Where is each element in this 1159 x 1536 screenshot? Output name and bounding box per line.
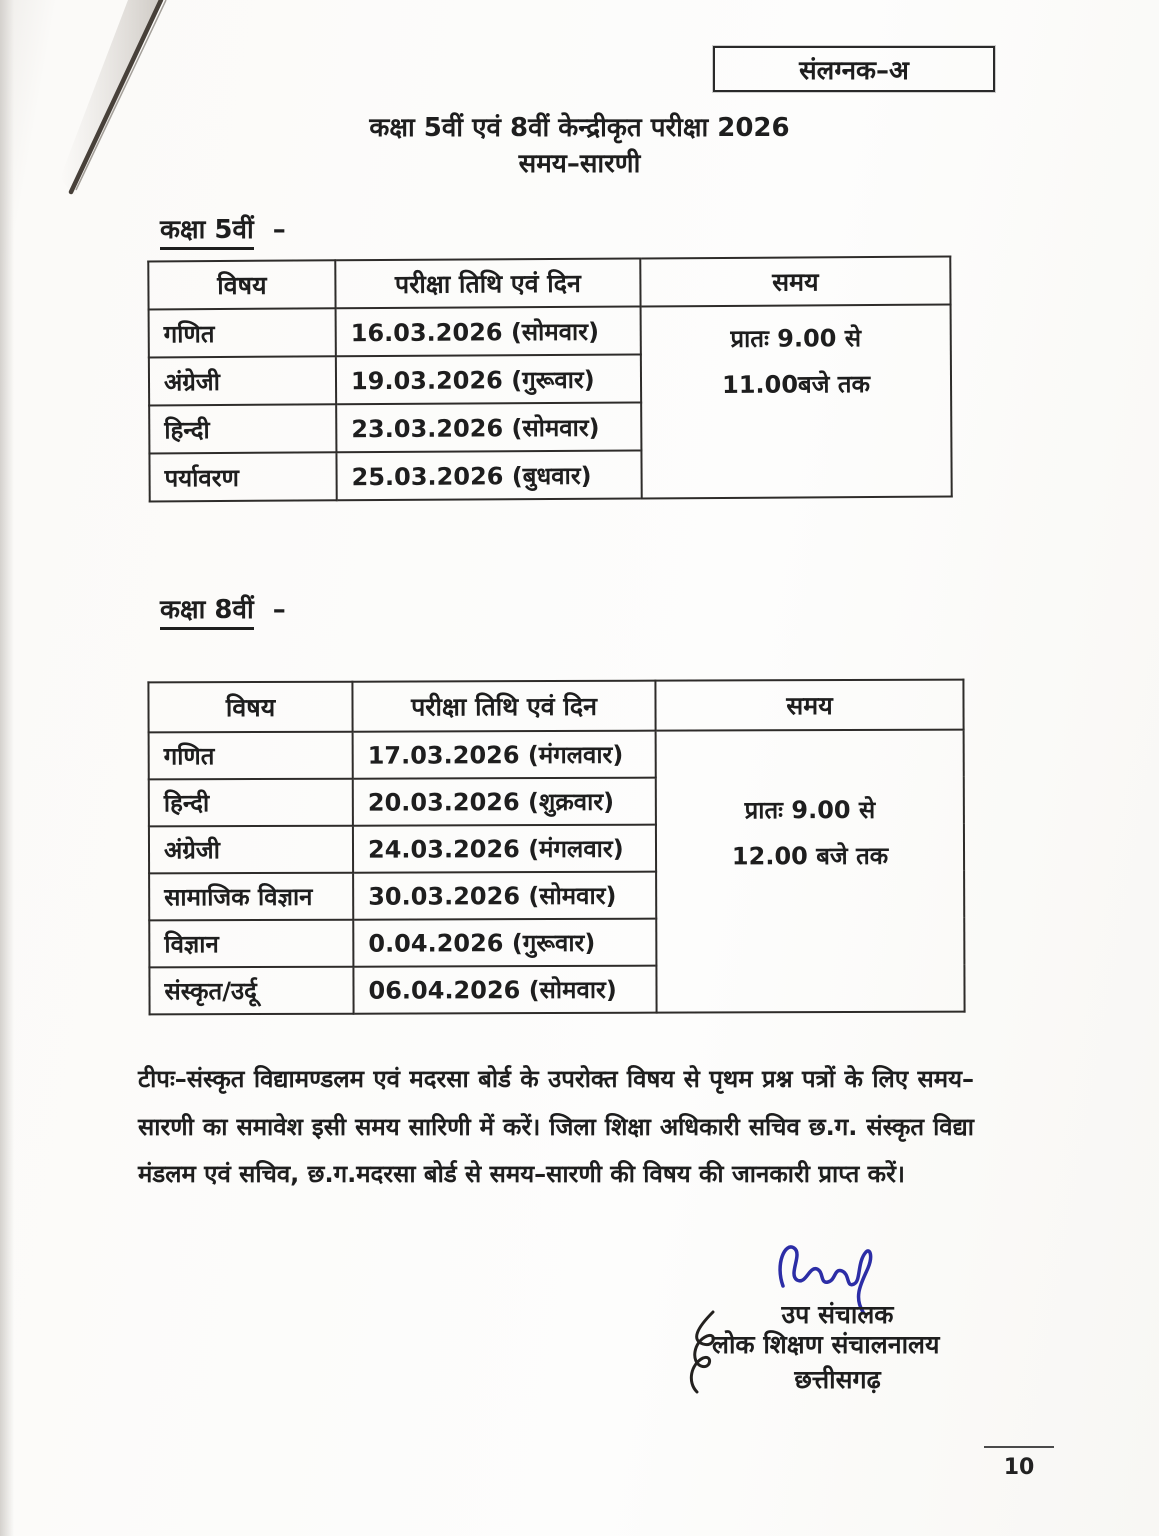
- subject-cell: सामाजिक विज्ञान: [149, 873, 353, 921]
- class8-header-row: [148, 680, 963, 733]
- time-line-1: प्रातः 9.00 से: [744, 795, 876, 825]
- signatory-designation: उप संचालक: [781, 1300, 894, 1329]
- class8-heading-dash: –: [272, 595, 286, 625]
- class5-header-row: [148, 257, 950, 310]
- date-cell: 0.04.2026 (गुरूवार): [353, 919, 656, 967]
- time-line-1: प्रातः 9.00 से: [730, 324, 862, 353]
- column-header-subject: विषय: [148, 260, 335, 309]
- class5-heading-label: कक्षा 5वीं: [160, 215, 254, 250]
- date-cell: 20.03.2026 (शुक्रवार): [353, 778, 656, 826]
- class5-section-heading: [160, 210, 286, 246]
- column-header-date: परीक्षा तिथि एवं दिन: [335, 258, 640, 308]
- subject-cell: हिन्दी: [149, 779, 353, 827]
- time-line-2: 12.00 बजे तक: [731, 841, 889, 871]
- class8-timetable: [147, 679, 965, 1016]
- column-header-date: परीक्षा तिथि एवं दिन: [352, 681, 655, 732]
- table-row: [149, 305, 951, 358]
- class5-time-cell: [641, 305, 952, 499]
- subject-cell: अंग्रेजी: [149, 826, 353, 874]
- date-cell: 16.03.2026 (सोमवार): [336, 306, 641, 356]
- time-line-2: 11.00बजे तक: [722, 370, 871, 399]
- column-header-subject: विषय: [148, 682, 352, 733]
- attachment-label-box: [713, 46, 995, 92]
- table-row: [149, 730, 964, 780]
- footnote-paragraph: टीपः–संस्कृत विद्यामण्डलम एवं मदरसा बोर्ड के उपरोक्त विषय से पृथम प्रश्न पत्रों के लिए समय–सारणी का समावेश इसी समय सारिणी में करें। जिला शिक्षा अधिकारी सचिव छ.ग. संस्कृत विद्या मंडलम एवं सचिव, छ.ग.मदरसा बोर्ड से समय–सारणी की विषय की जानकारी प्राप्त करें।: [138, 1065, 974, 1188]
- subject-cell: हिन्दी: [149, 404, 336, 453]
- subject-cell: गणित: [149, 308, 336, 357]
- subject-cell: विज्ञान: [149, 920, 353, 968]
- subject-cell: गणित: [149, 732, 353, 780]
- date-cell: 19.03.2026 (गुरूवार): [336, 354, 641, 404]
- date-cell: 24.03.2026 (मंगलवार): [353, 825, 656, 873]
- signatory-office: लोक शिक्षण संचालनालय: [712, 1330, 940, 1359]
- date-cell: 30.03.2026 (सोमवार): [353, 872, 656, 920]
- attachment-label: संलग्नक–अ: [799, 56, 909, 86]
- date-cell: 17.03.2026 (मंगलवार): [353, 731, 656, 779]
- class5-heading-dash: –: [272, 215, 286, 245]
- column-header-time: समय: [655, 680, 963, 731]
- subject-cell: पर्यावरण: [149, 452, 336, 501]
- subject-cell: संस्कृत/उर्दू: [149, 967, 353, 1015]
- class5-timetable: [147, 256, 952, 503]
- document-subtitle: समय–सारणी: [518, 149, 641, 179]
- class8-heading-label: कक्षा 8वीं: [160, 595, 254, 630]
- class8-section-heading: [160, 590, 286, 626]
- class8-time-cell: [656, 730, 965, 1013]
- document-title: कक्षा 5वीं एवं 8वीं केन्द्रीकृत परीक्षा 2026: [369, 113, 790, 143]
- signatory-state: छत्तीसगढ़: [794, 1365, 881, 1394]
- page-number: 10: [984, 1446, 1054, 1480]
- date-cell: 23.03.2026 (सोमवार): [336, 402, 641, 452]
- document-title-block: [0, 110, 1159, 182]
- date-cell: 25.03.2026 (बुधवार): [336, 450, 641, 500]
- column-header-time: समय: [640, 257, 950, 307]
- date-cell: 06.04.2026 (सोमवार): [353, 966, 656, 1014]
- subject-cell: अंग्रेजी: [149, 356, 336, 405]
